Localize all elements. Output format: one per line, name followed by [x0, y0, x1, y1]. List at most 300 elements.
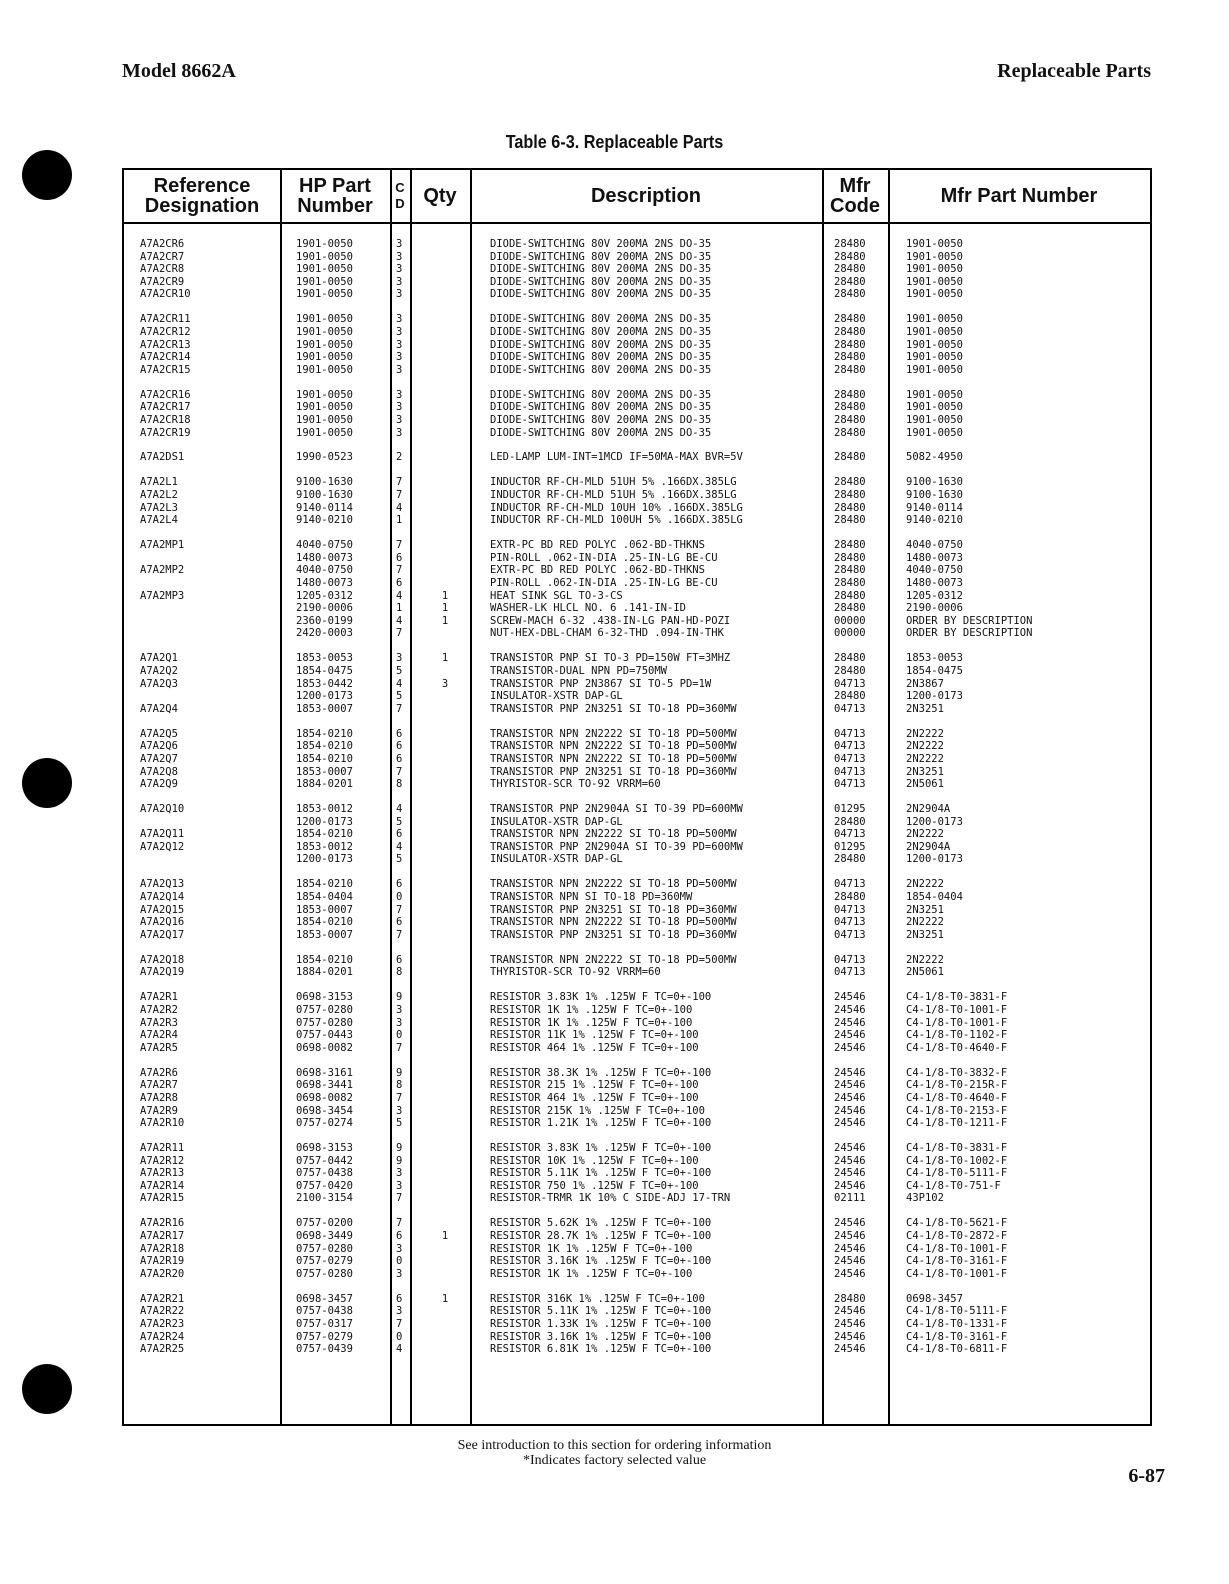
mfr-part-number: 2N2222	[906, 953, 944, 966]
mfr-part-number: C4-1/8-T0-1001-F	[906, 1267, 1008, 1280]
mfr-code: 28480	[834, 338, 866, 351]
check-digit: 3	[396, 263, 403, 276]
reference-designation: A7A2MP1	[140, 539, 185, 552]
mfr-part-number: 1901-0050	[906, 401, 963, 414]
hp-part-number: 9140-0210	[296, 514, 353, 527]
hp-part-number: 1990-0523	[296, 451, 353, 464]
hp-part-number: 9100-1630	[296, 476, 353, 489]
reference-designation: A7A2L4	[140, 514, 178, 527]
table-row	[124, 326, 1150, 339]
mfr-part-number: 9100-1630	[906, 489, 963, 502]
hp-part-number: 1853-0012	[296, 803, 353, 816]
mfr-code: 24546	[834, 1242, 866, 1255]
reference-designation: A7A2R10	[140, 1117, 185, 1130]
hp-part-number: 1854-0210	[296, 828, 353, 841]
hp-part-number: 1901-0050	[296, 413, 353, 426]
description: SCREW-MACH 6-32 .438-IN-LG PAN-HD-POZI	[490, 614, 731, 627]
table-row	[124, 1217, 1150, 1230]
description: TRANSISTOR NPN 2N2222 SI TO-18 PD=500MW	[490, 916, 737, 929]
check-digit: 3	[396, 313, 403, 326]
mfr-part-number: 1901-0050	[906, 351, 963, 364]
check-digit: 3	[396, 1104, 403, 1117]
mfr-code: 24546	[834, 1154, 866, 1167]
mfr-code: 24546	[834, 1230, 866, 1243]
mfr-part-number: 2N3251	[906, 928, 944, 941]
mfr-code: 24546	[834, 1318, 866, 1331]
check-digit: 7	[396, 765, 403, 778]
mfr-code: 28480	[834, 489, 866, 502]
hp-part-number: 1200-0173	[296, 853, 353, 866]
mfr-code: 24546	[834, 1079, 866, 1092]
description: TRANSISTOR NPN 2N2222 SI TO-18 PD=500MW	[490, 740, 737, 753]
description: INDUCTOR RF-CH-MLD 10UH 10% .166DX.385LG	[490, 501, 743, 514]
table-row	[124, 1105, 1150, 1118]
hp-part-number: 1480-0073	[296, 551, 353, 564]
table-row	[124, 351, 1150, 364]
table-row	[124, 364, 1150, 377]
description: DIODE-SWITCHING 80V 200MA 2NS DO-35	[490, 288, 712, 301]
hp-part-number: 1854-0404	[296, 891, 353, 904]
reference-designation: A7A2Q7	[140, 752, 178, 765]
hp-part-number: 0698-3153	[296, 1142, 353, 1155]
quantity: 1	[441, 589, 449, 602]
hp-part-number: 0757-0439	[296, 1343, 353, 1356]
mfr-part-number: 1200-0173	[906, 815, 963, 828]
description: NUT-HEX-DBL-CHAM 6-32-THD .094-IN-THK	[490, 627, 724, 640]
binder-hole-icon	[22, 758, 72, 808]
hp-part-number: 1901-0050	[296, 288, 353, 301]
reference-designation: A7A2Q15	[140, 903, 185, 916]
hp-part-number: 1205-0312	[296, 589, 353, 602]
mfr-code: 28480	[834, 891, 866, 904]
table-row	[124, 1192, 1150, 1205]
hp-part-number: 2420-0003	[296, 627, 353, 640]
table-row	[124, 1117, 1150, 1130]
table-row	[124, 1331, 1150, 1344]
reference-designation: A7A2R15	[140, 1192, 185, 1205]
check-digit: 5	[396, 815, 403, 828]
hp-part-number: 2360-0199	[296, 614, 353, 627]
reference-designation: A7A2Q11	[140, 828, 185, 841]
check-digit: 0	[396, 1255, 403, 1268]
hp-part-number: 1901-0050	[296, 401, 353, 414]
reference-designation: A7A2R3	[140, 1016, 178, 1029]
description: TRANSISTOR PNP 2N3251 SI TO-18 PD=360MW	[490, 765, 737, 778]
hp-part-number: 1854-0210	[296, 878, 353, 891]
mfr-code: 04713	[834, 765, 866, 778]
table-row	[124, 1042, 1150, 1055]
hp-part-number: 0757-0443	[296, 1029, 353, 1042]
table-row	[124, 954, 1150, 967]
hp-part-number: 1901-0050	[296, 275, 353, 288]
check-digit: 5	[396, 853, 403, 866]
mfr-part-number: C4-1/8-T0-5111-F	[906, 1305, 1008, 1318]
mfr-code: 28480	[834, 250, 866, 263]
mfr-part-number: C4-1/8-T0-1001-F	[906, 1016, 1008, 1029]
check-digit: 7	[396, 1091, 403, 1104]
hp-part-number: 0698-0082	[296, 1041, 353, 1054]
hp-part-number: 4040-0750	[296, 539, 353, 552]
check-digit: 1	[396, 602, 403, 615]
hp-part-number: 1853-0007	[296, 928, 353, 941]
table-row	[124, 1343, 1150, 1356]
check-digit: 9	[396, 991, 403, 1004]
table-row	[124, 828, 1150, 841]
hp-part-number: 1853-0007	[296, 765, 353, 778]
mfr-code: 28480	[834, 652, 866, 665]
mfr-code: 24546	[834, 1029, 866, 1042]
table-row	[124, 690, 1150, 703]
description: RESISTOR 5.11K 1% .125W F TC=0+-100	[490, 1167, 712, 1180]
mfr-part-number: C4-1/8-T0-6811-F	[906, 1343, 1008, 1356]
mfr-part-number: 1854-0475	[906, 664, 963, 677]
check-digit: 4	[396, 677, 403, 690]
mfr-part-number: 43P102	[906, 1192, 944, 1205]
check-digit: 7	[396, 627, 403, 640]
check-digit: 8	[396, 1079, 403, 1092]
hp-part-number: 1901-0050	[296, 388, 353, 401]
description: RESISTOR 215K 1% .125W F TC=0+-100	[490, 1104, 705, 1117]
model-header: Model 8662A	[122, 60, 236, 82]
check-digit: 3	[396, 388, 403, 401]
mfr-code: 24546	[834, 991, 866, 1004]
mfr-part-number: 1901-0050	[906, 275, 963, 288]
mfr-part-number: C4-1/8-T0-1102-F	[906, 1029, 1008, 1042]
check-digit: 7	[396, 1041, 403, 1054]
description: THYRISTOR-SCR TO-92 VRRM=60	[490, 966, 661, 979]
table-row	[124, 1067, 1150, 1080]
table-row	[124, 1017, 1150, 1030]
table-row	[124, 1268, 1150, 1281]
mfr-code: 28480	[834, 1292, 866, 1305]
check-digit: 4	[396, 1343, 403, 1356]
table-row	[124, 678, 1150, 691]
description: TRANSISTOR-DUAL NPN PD=750MW	[490, 664, 668, 677]
description: DIODE-SWITCHING 80V 200MA 2NS DO-35	[490, 250, 712, 263]
description: INSULATOR-XSTR DAP-GL	[490, 690, 623, 703]
table-row	[124, 451, 1150, 464]
reference-designation: A7A2CR19	[140, 426, 191, 439]
mfr-code: 28480	[834, 238, 866, 250]
reference-designation: A7A2CR16	[140, 388, 191, 401]
table-row	[124, 389, 1150, 402]
description: DIODE-SWITCHING 80V 200MA 2NS DO-35	[490, 313, 712, 326]
reference-designation: A7A2R7	[140, 1079, 178, 1092]
table-row	[124, 966, 1150, 979]
reference-designation: A7A2CR13	[140, 338, 191, 351]
table-row	[124, 288, 1150, 301]
description: THYRISTOR-SCR TO-92 VRRM=60	[490, 778, 661, 791]
table-row	[124, 276, 1150, 289]
reference-designation: A7A2CR12	[140, 325, 191, 338]
mfr-part-number: C4-1/8-T0-5621-F	[906, 1217, 1008, 1230]
table-row	[124, 1318, 1150, 1331]
mfr-code: 04713	[834, 953, 866, 966]
quantity: 1	[441, 614, 449, 627]
mfr-code: 24546	[834, 1217, 866, 1230]
reference-designation: A7A2Q16	[140, 916, 185, 929]
reference-designation: A7A2R9	[140, 1104, 178, 1117]
check-digit: 7	[396, 564, 403, 577]
mfr-code: 04713	[834, 702, 866, 715]
hp-part-number: 1853-0007	[296, 903, 353, 916]
table-row	[124, 476, 1150, 489]
description: RESISTOR 1.33K 1% .125W F TC=0+-100	[490, 1318, 712, 1331]
mfr-part-number: C4-1/8-T0-3831-F	[906, 991, 1008, 1004]
table-row	[124, 728, 1150, 741]
mfr-part-number: C4-1/8-T0-2872-F	[906, 1230, 1008, 1243]
table-row	[124, 564, 1150, 577]
hp-part-number: 0757-0274	[296, 1117, 353, 1130]
description: RESISTOR 3.16K 1% .125W F TC=0+-100	[490, 1255, 712, 1268]
reference-designation: A7A2MP2	[140, 564, 185, 577]
reference-designation: A7A2CR11	[140, 313, 191, 326]
mfr-code: 28480	[834, 853, 866, 866]
table-row	[124, 841, 1150, 854]
reference-designation: A7A2R23	[140, 1318, 185, 1331]
description: RESISTOR 5.11K 1% .125W F TC=0+-100	[490, 1305, 712, 1318]
description: TRANSISTOR PNP 2N3251 SI TO-18 PD=360MW	[490, 903, 737, 916]
reference-designation: A7A2CR10	[140, 288, 191, 301]
mfr-part-number: 2N5061	[906, 778, 944, 791]
mfr-part-number: C4-1/8-T0-3832-F	[906, 1066, 1008, 1079]
reference-designation: A7A2L1	[140, 476, 178, 489]
description: RESISTOR 10K 1% .125W F TC=0+-100	[490, 1154, 699, 1167]
description: HEAT SINK SGL TO-3-CS	[490, 589, 623, 602]
parts-table	[122, 168, 1152, 1426]
reference-designation: A7A2Q9	[140, 778, 178, 791]
table-row	[124, 427, 1150, 440]
mfr-part-number: C4-1/8-T0-751-F	[906, 1179, 1001, 1192]
hp-part-number: 1901-0050	[296, 363, 353, 376]
mfr-code: 28480	[834, 413, 866, 426]
hp-part-number: 0757-0279	[296, 1330, 353, 1343]
table-row	[124, 703, 1150, 716]
table-row	[124, 1180, 1150, 1193]
hp-part-number: 1901-0050	[296, 313, 353, 326]
description: RESISTOR 1K 1% .125W F TC=0+-100	[490, 1242, 693, 1255]
table-row	[124, 816, 1150, 829]
reference-designation: A7A2CR15	[140, 363, 191, 376]
reference-designation: A7A2Q8	[140, 765, 178, 778]
check-digit: 9	[396, 1154, 403, 1167]
table-row	[124, 904, 1150, 917]
hp-part-number: 9140-0114	[296, 501, 353, 514]
mfr-part-number: ORDER BY DESCRIPTION	[906, 627, 1033, 640]
reference-designation: A7A2R22	[140, 1305, 185, 1318]
mfr-code: 24546	[834, 1255, 866, 1268]
mfr-code: 24546	[834, 1267, 866, 1280]
check-digit: 3	[396, 1267, 403, 1280]
table-row	[124, 339, 1150, 352]
table-row	[124, 577, 1150, 590]
description: TRANSISTOR NPN SI TO-18 PD=360MW	[490, 891, 693, 904]
reference-designation: A7A2Q14	[140, 891, 185, 904]
hp-part-number: 1854-0210	[296, 727, 353, 740]
mfr-code: 28480	[834, 539, 866, 552]
mfr-code: 28480	[834, 401, 866, 414]
table-row	[124, 766, 1150, 779]
reference-designation: A7A2CR8	[140, 263, 185, 276]
table-row	[124, 1092, 1150, 1105]
hp-part-number: 1884-0201	[296, 966, 353, 979]
mfr-part-number: 2N3867	[906, 677, 944, 690]
mfr-part-number: 1205-0312	[906, 589, 963, 602]
description: TRANSISTOR NPN 2N2222 SI TO-18 PD=500MW	[490, 752, 737, 765]
check-digit: 9	[396, 1142, 403, 1155]
reference-designation: A7A2R16	[140, 1217, 185, 1230]
mfr-code: 24546	[834, 1117, 866, 1130]
mfr-part-number: 1200-0173	[906, 690, 963, 703]
check-digit: 6	[396, 727, 403, 740]
mfr-code: 04713	[834, 740, 866, 753]
description: RESISTOR 5.62K 1% .125W F TC=0+-100	[490, 1217, 712, 1230]
reference-designation: A7A2R25	[140, 1343, 185, 1356]
check-digit: 3	[396, 1016, 403, 1029]
check-digit: 3	[396, 351, 403, 364]
check-digit: 6	[396, 828, 403, 841]
reference-designation: A7A2R24	[140, 1330, 185, 1343]
quantity: 1	[441, 602, 449, 615]
check-digit: 4	[396, 589, 403, 602]
reference-designation: A7A2Q3	[140, 677, 178, 690]
check-digit: 3	[396, 275, 403, 288]
table-row	[124, 1167, 1150, 1180]
hp-part-number: 1853-0007	[296, 702, 353, 715]
check-digit: 6	[396, 577, 403, 590]
table-body	[124, 238, 1150, 1356]
table-row	[124, 602, 1150, 615]
mfr-code: 02111	[834, 1192, 866, 1205]
description: RESISTOR 28.7K 1% .125W F TC=0+-100	[490, 1230, 712, 1243]
mfr-part-number: 1901-0050	[906, 388, 963, 401]
mfr-code: 24546	[834, 1330, 866, 1343]
table-row	[124, 1230, 1150, 1243]
hp-part-number: 0698-3449	[296, 1230, 353, 1243]
table-row	[124, 878, 1150, 891]
mfr-part-number: 1853-0053	[906, 652, 963, 665]
table-row	[124, 665, 1150, 678]
check-digit: 7	[396, 539, 403, 552]
reference-designation: A7A2Q17	[140, 928, 185, 941]
check-digit: 3	[396, 250, 403, 263]
reference-designation: A7A2L2	[140, 489, 178, 502]
mfr-code: 04713	[834, 878, 866, 891]
description: DIODE-SWITCHING 80V 200MA 2NS DO-35	[490, 363, 712, 376]
table-row	[124, 929, 1150, 942]
col-header-qty: Qty	[423, 185, 457, 207]
col-header-hp-part-number: HP Part Number	[297, 175, 373, 217]
mfr-part-number: ORDER BY DESCRIPTION	[906, 614, 1033, 627]
mfr-part-number: 2N2904A	[906, 803, 951, 816]
description: DIODE-SWITCHING 80V 200MA 2NS DO-35	[490, 388, 712, 401]
description: RESISTOR 464 1% .125W F TC=0+-100	[490, 1041, 699, 1054]
mfr-part-number: 1901-0050	[906, 426, 963, 439]
mfr-code: 28480	[834, 690, 866, 703]
hp-part-number: 1901-0050	[296, 238, 353, 250]
hp-part-number: 1854-0210	[296, 740, 353, 753]
table-row	[124, 991, 1150, 1004]
hp-part-number: 0757-0438	[296, 1167, 353, 1180]
mfr-code: 24546	[834, 1016, 866, 1029]
mfr-part-number: 1901-0050	[906, 238, 963, 250]
section-header: Replaceable Parts	[997, 60, 1151, 82]
mfr-code: 04713	[834, 778, 866, 791]
mfr-part-number: C4-1/8-T0-4640-F	[906, 1041, 1008, 1054]
mfr-code: 24546	[834, 1066, 866, 1079]
check-digit: 3	[396, 652, 403, 665]
hp-part-number: 1200-0173	[296, 690, 353, 703]
table-row	[124, 916, 1150, 929]
hp-part-number: 4040-0750	[296, 564, 353, 577]
mfr-code: 28480	[834, 363, 866, 376]
check-digit: 3	[396, 325, 403, 338]
hp-part-number: 1853-0053	[296, 652, 353, 665]
check-digit: 3	[396, 1305, 403, 1318]
hp-part-number: 0757-0280	[296, 1242, 353, 1255]
hp-part-number: 1854-0210	[296, 953, 353, 966]
check-digit: 0	[396, 891, 403, 904]
mfr-part-number: 2N2904A	[906, 840, 951, 853]
mfr-part-number: 1480-0073	[906, 551, 963, 564]
table-row	[124, 414, 1150, 427]
mfr-part-number: 1901-0050	[906, 363, 963, 376]
quantity: 1	[441, 1292, 449, 1305]
check-digit: 7	[396, 489, 403, 502]
description: RESISTOR 3.83K 1% .125W F TC=0+-100	[490, 1142, 712, 1155]
check-digit: 3	[396, 1003, 403, 1016]
reference-designation: A7A2CR17	[140, 401, 191, 414]
check-digit: 3	[396, 1167, 403, 1180]
check-digit: 6	[396, 1230, 403, 1243]
mfr-part-number: 2N2222	[906, 727, 944, 740]
reference-designation: A7A2R14	[140, 1179, 185, 1192]
reference-designation: A7A2CR7	[140, 250, 185, 263]
reference-designation: A7A2Q1	[140, 652, 178, 665]
hp-part-number: 1854-0210	[296, 916, 353, 929]
description: INSULATOR-XSTR DAP-GL	[490, 815, 623, 828]
check-digit: 5	[396, 690, 403, 703]
table-row	[124, 238, 1150, 251]
mfr-part-number: C4-1/8-T0-4640-F	[906, 1091, 1008, 1104]
hp-part-number: 0757-0280	[296, 1267, 353, 1280]
table-row	[124, 1255, 1150, 1268]
quantity: 1	[441, 1230, 449, 1243]
table-row	[124, 1079, 1150, 1092]
mfr-part-number: C4-1/8-T0-1211-F	[906, 1117, 1008, 1130]
reference-designation: A7A2R12	[140, 1154, 185, 1167]
mfr-part-number: 2N2222	[906, 916, 944, 929]
table-row	[124, 313, 1150, 326]
mfr-part-number: 1901-0050	[906, 338, 963, 351]
check-digit: 7	[396, 476, 403, 489]
description: RESISTOR 1K 1% .125W F TC=0+-100	[490, 1267, 693, 1280]
reference-designation: A7A2DS1	[140, 451, 185, 464]
mfr-code: 24546	[834, 1104, 866, 1117]
reference-designation: A7A2R1	[140, 991, 178, 1004]
ordering-note: See introduction to this section for ordering information	[457, 1438, 772, 1453]
check-digit: 7	[396, 1192, 403, 1205]
reference-designation: A7A2R2	[140, 1003, 178, 1016]
description: DIODE-SWITCHING 80V 200MA 2NS DO-35	[490, 263, 712, 276]
table-row	[124, 627, 1150, 640]
description: TRANSISTOR PNP 2N3251 SI TO-18 PD=360MW	[490, 702, 737, 715]
check-digit: 3	[396, 401, 403, 414]
mfr-part-number: 2N2222	[906, 828, 944, 841]
check-digit: 4	[396, 614, 403, 627]
check-digit: 3	[396, 413, 403, 426]
description: RESISTOR 1K 1% .125W F TC=0+-100	[490, 1003, 693, 1016]
